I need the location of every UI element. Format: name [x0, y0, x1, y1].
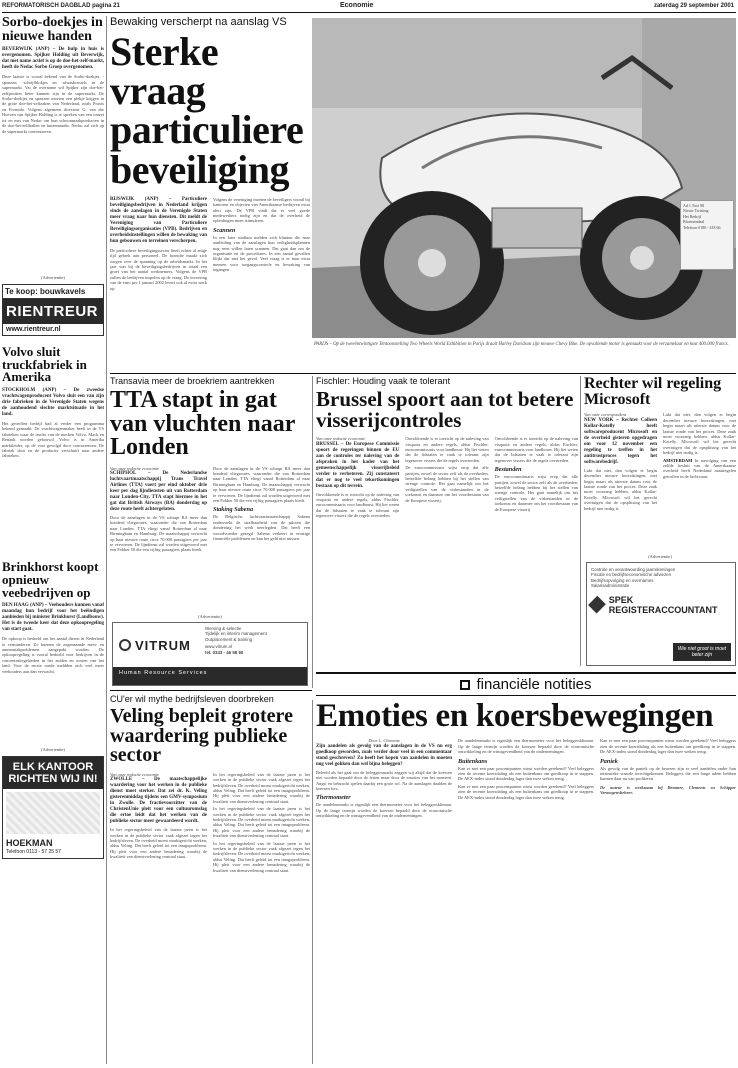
headline: TTA stapt in gat van vluchten naar Londen — [110, 387, 295, 461]
ad-item: Tijdelijk en interim management — [205, 631, 267, 637]
lead: Zijn aandelen als gevolg van de aanslagen in de VS nu erg goedkoop geworden, zoals verder door veel in een commentaar stond geschreven? Zo heeft het kopen van aandelen in moeten nog veel gokken dan wel bijna beleggen? — [316, 743, 452, 767]
ad-spek[interactable] — [586, 562, 736, 666]
ad-line: Ad.1.Taxi 98 — [683, 203, 704, 208]
ad-line: Nieuw Twisting — [683, 208, 709, 214]
headline: Volvo sluit truckfabriek in Amerika — [2, 343, 87, 385]
byline: Van onze redactie economie — [110, 771, 159, 777]
body: De eurocommissaris wijst erop dat alle partijen, zowel de sector zelf als de overheden, hetzelfde belang hebben bij het stellen van strenge controle. Het gaat namelijk om het veiligstellen van de visbestanden in de toekomst en daarmee om het voortbestaan van de Europese visserij. — [494, 474, 578, 512]
ad-item: Outplacement & training — [205, 636, 253, 642]
byline: Van onze correspondent — [584, 412, 627, 418]
lead: DEN HAAG (ANP) – Veehouders kunnen vanaf maandag hun bedrijf voor het beëindigen aanbieden bij minister Brinkhorst (Landbouw). Het is de tweede keer dat deze opkoopregeling van start gaat. — [2, 603, 104, 633]
sidebar-ad[interactable] — [680, 200, 734, 270]
ad-item: Werving & selectie — [205, 626, 242, 631]
ad-label: (Advertentie) — [648, 554, 672, 559]
subhead: Bestanden — [494, 466, 522, 474]
ad-label: (Advertentie) — [41, 275, 65, 281]
spek-logo-icon — [588, 596, 605, 613]
ad-brand: RIENTREUR — [3, 299, 103, 324]
article-visserij — [316, 376, 578, 694]
body: Door de aanslagen in de VS schrapt BA meer dan honderd vliegroutes, waaronder die van Rotterdam naar Londen. TTA vliegt vanaf Rotterdam al naar Birmingham en Hamburg. De maatschappij verwacht op haar nieuwe route circa 70.000 passagiers per jaar te vervoeren. De lijndienst zal worden uitgevoerd met een Fokker 50 die een vijftig passagiers plaats biedt. — [213, 465, 310, 503]
body: Kan er met een paar procentpunten winst worden gerekend? Veel beleggers zien de recente koersdaling als een buitenkans om goedkoop in te stappen. De AEX-index stond donderdag lager dan twee weken terug. — [458, 765, 594, 782]
body: Lukt dat niet, dan volgen er begin december nieuwe hoorzittingen, met begin maart als uiterste datum voor de laatste ronde van het proces. Deze zaak moet voorrang hebben, aldus Kollar-Kotelly. Microsoft wil het gerecht overtuigen dat de opsplitsing van het bedrijf niet nodig is. — [663, 412, 736, 456]
ad-brand: SPEK REGISTERACCOUNTANT — [608, 594, 718, 615]
section-title: Economie — [340, 2, 374, 9]
body: Onvoldoende is er toezicht op de naleving van visquota en andere regels, aldus Fischler, eurocommissaris voor landbouw. Hij liet weten dat de lidstaten te vaak te tolerant zijn tegenover vissers die de regels overtreden. — [405, 436, 489, 463]
vitrum-logo-icon — [119, 639, 131, 651]
ad-phone: Telefoon 0113 - 57 25 57 — [6, 848, 61, 855]
body: Als gevolg van de paniek op de beurzen zijn er veel aandelen onder hun intrinsieke waarde terechtgekomen. Beleggers die een lange adem hebben kunnen daar nu van profiteren. — [600, 765, 736, 782]
body: In het regeringsbeleid van de laatste jaren is het werken in de publieke sector vaak afgezet tegen het bedrijfsleven. De overheid moest marktgericht werken, aldus Veling. Dat heeft geleid tot een imagoprobleem. Hij pleit voor een andere benadering waarbij de kwaliteit van dienstverlening centraal staat. — [213, 771, 310, 804]
motorcycle-photo — [312, 18, 736, 338]
subhead: Buitenkans — [458, 757, 488, 765]
column-divider — [312, 700, 313, 1064]
body: De Belgische luchtvaartmaatschappij Sabena onderzoekt de strafbaarheid van de piloten die donderdag het werk neerlegden. Dat heeft een woordvoerder gezegd. Sabena verkeert in ernstige financiële problemen en kan het geld niet missen. — [213, 514, 310, 542]
body: In het regeringsbeleid van de laatste jaren is het werken in de publieke sector vaak afgezet tegen het bedrijfsleven. De overheid moest marktgericht werken, aldus Veling. Dat heeft geleid tot een imagoprobleem. Hij pleit voor een andere benadering waarbij de kwaliteit van dienstverlening centraal staat. — [110, 827, 207, 860]
body: In navolging van een zelfde besluit van de Amerikaanse overheid heeft Nederland maatregelen getroffen in de luchtvaart. — [663, 457, 736, 479]
headline: Brinkhorst koopt opnieuw veebedrijven op — [2, 559, 99, 600]
column-divider — [580, 376, 581, 666]
article-volvo — [2, 343, 104, 551]
subhead: Scannen — [213, 226, 236, 234]
ad-line: Telefoon 0180 - 418 66 — [683, 224, 721, 230]
body: Onvoldoende is er toezicht op de naleving van visquota en andere regels, aldus Fischler, eurocommissaris voor landbouw. Hij liet weten dat de lidstaten te vaak te tolerant zijn tegenover vissers die de regels overtreden. — [316, 491, 400, 519]
ad-slogan: Wie niet groot is moet beter zijn — [673, 643, 731, 661]
finance-notes-banner — [316, 672, 736, 696]
ad-line: Controle en verantwoording jaarrekeningen — [591, 567, 676, 572]
ad-line: Bedrijfsopvolging en overnames — [591, 577, 654, 583]
ad-vitrum[interactable] — [112, 622, 308, 686]
body: De eurocommissaris wijst erop dat alle partijen, zowel de sector zelf als de overheden, hetzelfde belang hebben bij het stellen van strenge controle. Het gaat namelijk om het veiligstellen van de visbestanden in de toekomst en daarmee om het voortbestaan van de Europese visserij. — [405, 465, 489, 503]
headline: Sterke vraag particuliere beveiliging — [110, 29, 304, 192]
article-brinkhorst — [2, 561, 104, 744]
article-microsoft — [584, 376, 736, 552]
ad-brand: VITRUM — [135, 637, 191, 653]
subhead: Staking Sabena — [213, 506, 254, 514]
headline: Rechter wil regeling Microsoft — [584, 376, 722, 408]
ad-rientreur[interactable] — [2, 284, 104, 336]
finance-header: financiële notities — [476, 676, 592, 693]
masthead-date: zaterdag 29 september 2001 — [653, 3, 734, 9]
lead: RIJSWIJK (ANP) – Particuliere beveiligingsbedrijven in Nederland krijgen sinds de aanslagen in de Verenigde Staten meer vraag naar hun diensten. Dit meldt de Vereniging van Particuliere Beveiligingsorganisaties (VPB). Bedrijven en overheidsinstellingen willen de bewaking van hun gebouwen en terreinen verscherpen. — [110, 196, 207, 244]
ad-company: HOEKMAN — [6, 837, 53, 848]
column-divider — [312, 376, 313, 688]
article-tta — [110, 376, 310, 612]
left-column — [2, 16, 104, 1064]
ad-image — [6, 792, 100, 834]
body: Volgens de vereniging moeten de beveiligers vooral bij kantoren en objecten van Amerikaanse bedrijven extra alert zijn. De VPB vindt dat er veel goede medewerkers nodig zijn en dat de overheid de opleidingen moet stimuleren. — [213, 196, 310, 224]
ad-tagline: Human Resource Services — [113, 667, 307, 685]
masthead-rule — [2, 12, 736, 13]
kicker: Bewaking verscherpt na aanslag VS — [110, 16, 287, 28]
column-divider — [106, 16, 107, 1064]
body: Onvoldoende is er toezicht op de naleving van visquota en andere regels, aldus Fischler, eurocommissaris voor landbouw. Hij liet weten dat de lidstaten te vaak te tolerant zijn tegenover vissers die de regels overtreden. — [494, 436, 578, 463]
ad-hoekman[interactable] — [2, 756, 104, 859]
article-sorbo — [2, 16, 104, 272]
ad-line: Het Bedrijf — [683, 213, 702, 219]
ad-web[interactable]: www.vitrum.nl — [205, 644, 233, 650]
body: De opkoop is bedoeld om het aantal dieren in Nederland te verminderen. Zo kunnen de zogenaamde mest- en ammoniakproblemen aangepakt worden. De opkoopregeling is vooral bedoeld voor bedrijven in de concentratiegebieden in het zuiden en oosten van het land. Voor de eerste ronde meldden zich veel meer veehouders aan dan verwacht. — [2, 636, 104, 674]
lead: BEVERWIJK (ANP) – De hulp in huis is overgenomen. Spijker Holding uit Beverwijk, dat met name actief is op de doe-het-zelf-markt, heeft de Nedac Sorbo Groep overgenomen. — [2, 47, 104, 71]
headline: Sorbo-doekjes in nieuwe handen — [2, 16, 103, 44]
section-rule — [110, 373, 736, 374]
headline: Veling bepleit grotere waardering publieke sector — [110, 705, 293, 767]
kicker: CU'er wil mythe bedrijfsleven doorbreken — [110, 694, 274, 704]
ad-label: (Advertentie) — [198, 614, 222, 619]
location: AMSTERDAM — [663, 457, 693, 463]
body: Het getroffen bedrijf had al eerder een programma bekend gemaakt. De vrachtwagenmaker heeft in de VS fabrieken waar de trucks van de merken Volvo, Mack en Renault worden gebouwd. Volvo is in Amerika marktleider, op de voet gevolgd door concurrenten. De fabriek sluit en de productie verschuift naar andere fabrieken. — [2, 421, 104, 459]
kicker: Fischler: Houding vaak te tolerant — [316, 376, 451, 386]
byline: Door L. Clements — [368, 738, 400, 744]
masthead-left: REFORMATORISCH DAGBLAD pagina 21 — [2, 3, 120, 9]
lead: BRUSSEL – De Europese Commissie spoort de regeringen binnen de EU aan de controles ter naleving van de afspraken in het kader van het gemeenschappelijk visserijbeleid verder te verbeteren. Zij constateert dat er nog te veel tekortkomingen bestaan op dit terrein. — [316, 441, 400, 489]
body: In een later stadium melden zich klanten die naar aanleiding van de aanslagen hun veiligheidsplannen nog eens willen laten scannen. Dat gaat dan om de organisatie en de procedures. In een aantal gevallen blijkt dat niet het geval. Veel vraag is er naar extra mensen voor toegangscontrole en bewaking van ingangen. — [213, 234, 310, 273]
body: Lukt dat niet, dan volgen er begin december nieuwe hoorzittingen, met begin maart als uiterste datum voor de laatste ronde van het proces. Deze zaak moet voorrang hebben, aldus Kollar-Kotelly. Microsoft wil het gerecht overtuigen dat de opsplitsing van het bedrijf niet nodig is. — [584, 467, 657, 511]
lead: STOCKHOLM (ANP) – De zweedse vrachtwagenproducent Volvo sluit een van zijn drie fabrieken in de Verenigde Staten wegens de aanhoudend slechte marktsituatie in het land. — [2, 388, 104, 418]
section-rule — [110, 690, 312, 691]
body: De particuliere beveiligingssector heeft echter al enige tijd gebrek aan personeel. De branche maakt zich zorgen over de spanning op de arbeidsmarkt. In het jaar was bij de beveiligingsbedrijven in totaal een groei van het aantal werknemers. Volgens de VPB zullen de bedrijven inspelen op de vraag. De invoering van de euro per 1 januari 2002 levert ook al extra werk op. — [110, 247, 207, 291]
author-note: De auteur is werkzaam bij Bemmer, Clements en Schipper Vermogensbeheer. — [600, 784, 736, 796]
subhead: Paniek — [600, 757, 618, 765]
body: Beleefd als het gaat om de beleggersmarkt zeggen wij altijd dat de koersen niet worden bepaald door de feiten maar door de emoties van het moment. Angst en hebzucht spelen daarbij een grote rol. Na de aanslagen daalden de koersen fors. — [316, 769, 452, 791]
photo-caption: PARIJS – Op de tweeëntwintigste Tentoonstelling Two Wheels World Exhibition in Parijs draait Harley Davidson zijn nieuwe Chevy Bike. De opvallende motor is gemaakt voor de verzamelaar en kost 400.000 francs. — [314, 342, 729, 347]
ad-line: Bloemendaal — [683, 219, 705, 225]
ad-line: Salarisadministratie — [591, 583, 630, 589]
ad-label: (Advertentie) — [41, 747, 65, 753]
body: De aandelenmarkt is eigenlijk een thermometer voor het beleggersklimaat. Op de lange termijn worden de koersen bepaald door de economische ontwikkeling en de winstgevendheid van de ondernemingen. — [458, 738, 594, 755]
article-beveiliging — [110, 16, 310, 370]
ad-line: Fiscale en bedrijfseconomische adviezen — [591, 572, 672, 578]
ad-phone: tel. 0343 - 46 58 60 — [205, 649, 244, 655]
body: Door de aanslagen in de VS schrapt BA meer dan honderd vliegroutes, waaronder die van Rotterdam naar Londen. TTA vliegt vanaf Rotterdam al naar Birmingham en Hamburg. De maatschappij verwacht op haar nieuwe route circa 70.000 passagiers per jaar te vervoeren. De lijndienst zal worden uitgevoerd met een Fokker 50 die een vijftig passagiers plaats biedt. — [110, 514, 207, 553]
kicker: Transavia meer de broekriem aantrekken — [110, 376, 275, 386]
body: In het regeringsbeleid van de laatste jaren is het werken in de publieke sector vaak afgezet tegen het bedrijfsleven. De overheid moest marktgericht werken, aldus Veling. Dat heeft geleid tot een imagoprobleem. Hij pleit voor een andere benadering waarbij de kwaliteit van dienstverlening centraal staat. — [213, 806, 310, 839]
body: De aandelenmarkt is eigenlijk een thermometer voor het beleggersklimaat. Op de lange termijn worden de koersen bepaald door de economische ontwikkeling en de winstgevendheid van de ondernemingen. — [316, 802, 452, 819]
article-emoties — [316, 700, 736, 1064]
headline: Brussel spoort aan tot betere visserijcontroles — [316, 387, 574, 432]
byline: Van onze redactie economie — [316, 436, 365, 442]
body: In het regeringsbeleid van de laatste jaren is het werken in de publieke sector vaak afgezet tegen het bedrijfsleven. De overheid moest marktgericht werken, aldus Veling. Dat heeft geleid tot een imagoprobleem. Hij pleit voor een andere benadering waarbij de kwaliteit van dienstverlening centraal staat. — [213, 840, 310, 873]
lead: SCHIPHOL – De Nederlandse luchtvaartmaatschappij Trans Travel Airlines (TTA) voert per eind oktober drie keer per dag lijndiensten uit van Rotterdam naar Londen-City. TTA stapt hiermee in het gat dat British Airways (BA) donderdag op deze route heeft achtergelaten. — [110, 470, 207, 512]
ad-url[interactable]: www.rientreur.nl — [6, 325, 61, 333]
headline: Emoties en koersbewegingen — [316, 700, 714, 734]
subhead: Thermometer — [316, 794, 351, 802]
ad-title: ELK KANTOOR RICHTEN WIJ IN! — [3, 757, 103, 789]
body: Kan er met een paar procentpunten winst worden gerekend? Veel beleggers zien de recente koersdaling als een buitenkans om goedkoop in te stappen. De AEX-index stond donderdag lager dan twee weken terug. — [458, 783, 594, 800]
finance-logo-icon — [460, 680, 470, 690]
lead: ZWOLLE – De maatschappelijke waardering voor het werken in de publieke dienst moet sterker. Dat zei dr. K. Veling gisterenmiddag tijdens een GMV-symposium in Zwolle. De fractievoorzitter van de ChristenUnie pleit voor een cultuuromslag die ertoe leidt dat het werken van de publieke sector meer gewaardeerd wordt. — [110, 777, 207, 825]
body: Kan er met een paar procentpunten winst worden gerekend? Veel beleggers zien de recente koersdaling als een buitenkans om goedkoop in te stappen. De AEX-index stond donderdag lager dan twee weken terug. — [600, 738, 736, 755]
ad-title: Te koop: bouwkavels — [3, 285, 103, 299]
body: Deze laatste is vooral bekend van de Sorbo-doekjes, -sponzen, -schrijfblokjes en -afwasborstels in de supermarkt. Vai de overname wil Spijker zijn doe-het-zelfposities beter kunnen zijn in de supermarkt. De Sorbo-doekjes en sponzen moeten een plekje krijgen in de grote doe-het-zelfzaken van Nederland, zoals Praxis en Formido. Volgens algemeen directeur G. van der Hoeven van Spijker Holding is te spreken van een omzet tot en met van Nedac om hun schoonmaakproducten in de doe-het-zelfhallen en huizenmarkt. Nedac zal zich op de supermarkt concentreren. — [2, 74, 104, 134]
byline: Van onze redactie economie — [110, 465, 159, 471]
article-veling — [110, 694, 310, 1064]
lead: NEW YORK – Rechter Colleen Kollar-Kotelly heeft softwareproducent Microsoft en de overheid gisteren opgedragen om voor 12 november een regeling te treffen in het antitrustproces tegen het softwarebedrijf. — [584, 417, 657, 465]
